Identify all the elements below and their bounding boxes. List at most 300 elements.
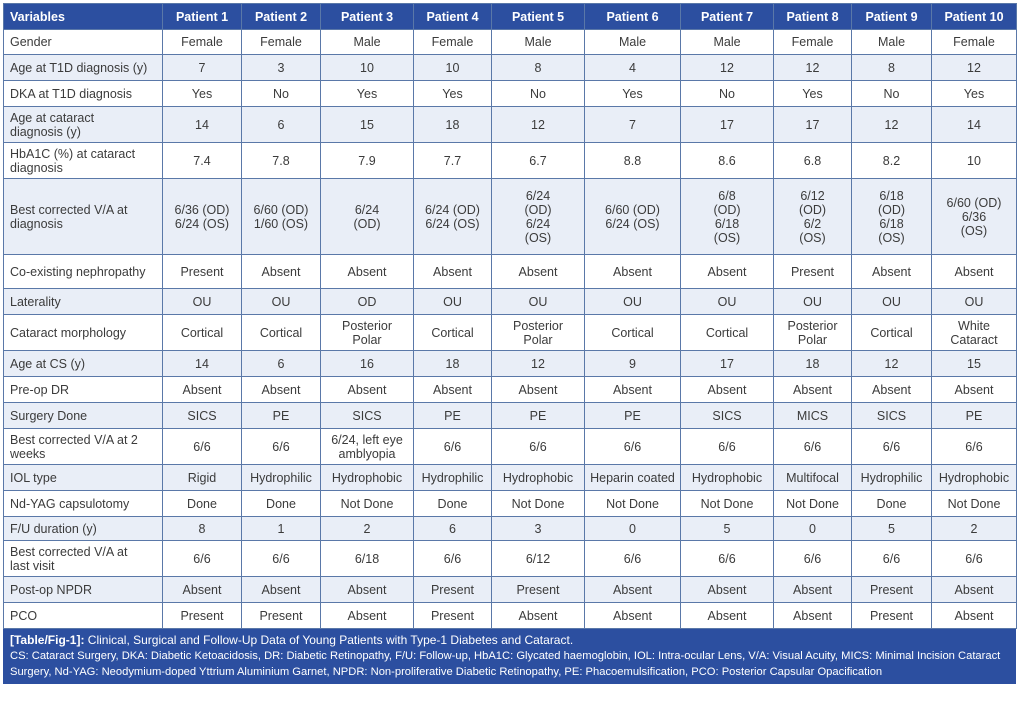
table-cell: [852, 179, 932, 255]
table-cell: [585, 429, 681, 465]
cell-text-line: Absent: [613, 608, 652, 623]
cell-text-line: Cortical: [870, 325, 913, 340]
table-row: [4, 81, 1017, 107]
cell-text-line: Absent: [518, 264, 558, 279]
cell-text-line: OU: [717, 294, 737, 309]
table-cell: [414, 465, 492, 491]
cell-text-line: (OS): [713, 230, 741, 245]
cell-text-line: 6/6: [718, 439, 736, 454]
cell-text-line: 6/6: [803, 551, 822, 566]
cell-text-line: 7.8: [272, 153, 290, 168]
cell-text-line: Done: [437, 496, 468, 511]
cell-text-line: Heparin coated: [590, 470, 675, 485]
row-label: [4, 465, 163, 491]
cell-text-line: PE: [272, 408, 290, 423]
cell-text-line: Absent: [954, 382, 994, 397]
table-cell: [414, 517, 492, 541]
table-cell: [242, 315, 321, 351]
table-row: [4, 377, 1017, 403]
cell-text-line: 6.8: [803, 153, 822, 168]
cell-text-line: Absent: [707, 582, 747, 597]
cell-text-line: 12: [531, 117, 545, 132]
cell-text-line: diagnosis: [10, 216, 63, 231]
cell-text-line: diagnosis (y): [10, 124, 81, 139]
table-cell: [242, 143, 321, 179]
cell-text-line: 6/12: [525, 551, 551, 566]
cell-text-line: Male: [618, 35, 647, 49]
table-row: [4, 255, 1017, 289]
table-cell: [163, 517, 242, 541]
table-cell: [681, 403, 774, 429]
cell-text-line: 8: [198, 521, 206, 536]
table-cell: [163, 465, 242, 491]
table-cell: [321, 491, 414, 517]
table-cell: [932, 315, 1017, 351]
table-cell: [242, 107, 321, 143]
cell-text-line: 6.7: [529, 153, 547, 168]
cell-text-line: Pre-op DR: [10, 382, 70, 397]
table-cell: [492, 81, 585, 107]
cell-text-line: Best corrected V/A at 2: [10, 432, 138, 447]
cell-text-line: OU: [192, 294, 212, 309]
cell-text-line: Absent: [707, 264, 747, 279]
cell-text-line: diagnosis: [10, 160, 63, 175]
row-label: [4, 541, 163, 577]
cell-text-line: 10: [967, 153, 981, 168]
cell-text-line: 8.6: [718, 153, 736, 168]
table-cell: [852, 143, 932, 179]
cell-text-line: 15: [360, 117, 374, 132]
table-cell: [242, 491, 321, 517]
table-cell: [774, 541, 852, 577]
row-label: [4, 517, 163, 541]
table-cell: [321, 315, 414, 351]
table-row: [4, 179, 1017, 255]
table-cell: [321, 81, 414, 107]
cell-text-line: 6/6: [443, 551, 462, 566]
table-row: [4, 403, 1017, 429]
cell-text-line: amblyopia: [338, 446, 396, 461]
table-row: [4, 603, 1017, 629]
cell-text-line: 4: [629, 60, 636, 75]
cell-text-line: PE: [529, 408, 547, 423]
cell-text-line: Surgery Done: [10, 408, 88, 423]
table-cell: [932, 603, 1017, 629]
cell-text-line: Absent: [793, 608, 832, 623]
cell-text-line: No: [883, 86, 900, 101]
table-cell: [932, 107, 1017, 143]
table-cell: [414, 351, 492, 377]
table-cell: [774, 377, 852, 403]
cell-text-line: Post-op NPDR: [10, 582, 92, 597]
cell-text-line: 6/6: [443, 439, 462, 454]
table-cell: [852, 30, 932, 55]
cell-text-line: 6/60 (OD): [605, 202, 660, 217]
cell-text-line: 6/6: [529, 439, 547, 454]
table-cell: [585, 55, 681, 81]
cell-text-line: 7.7: [443, 153, 462, 168]
cell-text-line: Not Done: [786, 496, 839, 511]
cell-text-line: PE: [965, 408, 983, 423]
table-cell: [414, 429, 492, 465]
cell-text-line: 6/6: [623, 551, 642, 566]
cell-text-line: 8: [888, 60, 895, 75]
table-cell: [414, 377, 492, 403]
table-cell: [932, 55, 1017, 81]
cell-text-line: Not Done: [700, 496, 754, 511]
table-row: [4, 465, 1017, 491]
table-cell: [414, 541, 492, 577]
cell-text-line: Done: [187, 496, 217, 511]
table-cell: [681, 351, 774, 377]
table-cell: [492, 55, 585, 81]
table-cell: [321, 517, 414, 541]
table-cell: [932, 403, 1017, 429]
row-label: [4, 81, 163, 107]
cell-text-line: Absent: [954, 264, 994, 279]
row-label: [4, 491, 163, 517]
table-cell: [852, 315, 932, 351]
table-cell: [242, 541, 321, 577]
cell-text-line: OU: [271, 294, 291, 309]
cell-text-line: Absent: [347, 582, 387, 597]
cell-text-line: 3: [534, 521, 542, 536]
table-cell: [852, 107, 932, 143]
cell-text-line: Absent: [182, 382, 222, 397]
table-cell: [492, 315, 585, 351]
cell-text-line: 8.8: [623, 153, 642, 168]
table-cell: [681, 465, 774, 491]
table-cell: [163, 143, 242, 179]
table-cell: [932, 465, 1017, 491]
cell-text-line: Gender: [10, 35, 52, 49]
cell-text-line: 6/60 (OD): [253, 202, 309, 217]
cell-text-line: Hydrophobic: [691, 470, 763, 485]
table-cell: [163, 491, 242, 517]
cell-text-line: 6/24: [525, 216, 551, 231]
cell-text-line: Absent: [954, 608, 994, 623]
cell-text-line: 10: [360, 60, 374, 75]
cell-text-line: OU: [528, 294, 548, 309]
table-row: [4, 30, 1017, 55]
table-cell: [414, 403, 492, 429]
cell-text-line: Absent: [613, 582, 652, 597]
table-cell: [163, 55, 242, 81]
table-cell: [492, 377, 585, 403]
table-cell: [163, 377, 242, 403]
cell-text-line: Best corrected V/A at: [10, 544, 128, 559]
cell-text-line: 5: [888, 521, 895, 536]
cell-text-line: Male: [353, 35, 381, 49]
cell-text-line: 18: [445, 356, 460, 371]
table-cell: [585, 351, 681, 377]
table-cell: [852, 289, 932, 315]
cell-text-line: Yes: [356, 86, 378, 101]
table-cell: [414, 289, 492, 315]
cell-text-line: 14: [195, 356, 209, 371]
table-cell: [774, 81, 852, 107]
table-cell: [242, 577, 321, 603]
cell-text-line: 6/18: [354, 551, 380, 566]
cell-text-line: 3: [277, 60, 285, 75]
table-cell: [585, 541, 681, 577]
table-cell: [242, 351, 321, 377]
cell-text-line: Present: [869, 582, 914, 597]
cell-text-line: 6/6: [623, 439, 642, 454]
table-cell: [774, 403, 852, 429]
table-cell: [932, 179, 1017, 255]
cell-text-line: last visit: [10, 558, 55, 573]
table-cell: [163, 403, 242, 429]
column-header-patient-6: Patient 6: [585, 4, 681, 30]
cell-text-line: Cortical: [611, 325, 654, 340]
table-cell: [414, 577, 492, 603]
cell-text-line: 6/24 (OS): [425, 216, 480, 231]
cell-text-line: Male: [713, 35, 741, 49]
table-cell: [492, 403, 585, 429]
table-cell: [242, 465, 321, 491]
table-row: [4, 491, 1017, 517]
table-cell: [585, 255, 681, 289]
column-header-patient-10: Patient 10: [932, 4, 1017, 30]
cell-text-line: (OD): [713, 202, 741, 217]
cell-text-line: 7.9: [358, 153, 376, 168]
cell-text-line: 6/6: [193, 551, 211, 566]
table-cell: [585, 81, 681, 107]
table-cell: [414, 315, 492, 351]
table-cell: [774, 351, 852, 377]
table-cell: [163, 107, 242, 143]
table-cell: [321, 255, 414, 289]
cell-text-line: Absent: [707, 608, 747, 623]
cell-text-line: 6/12: [800, 188, 825, 203]
cell-text-line: IOL type: [10, 470, 57, 485]
table-cell: [774, 429, 852, 465]
cell-text-line: Yes: [191, 86, 213, 101]
cell-text-line: 6/6: [882, 439, 901, 454]
table-cell: [932, 377, 1017, 403]
cell-text-line: Female: [791, 35, 834, 49]
cell-text-line: Female: [953, 35, 995, 49]
cell-text-line: No: [273, 86, 289, 101]
table-cell: [681, 577, 774, 603]
cell-text-line: 6/24 (OD): [425, 202, 480, 217]
row-label: [4, 143, 163, 179]
cell-text-line: 16: [360, 356, 374, 371]
cell-text-line: (OS): [524, 230, 552, 245]
cell-text-line: 6/36 (OD): [174, 202, 230, 217]
table-cell: [414, 143, 492, 179]
table-cell: [492, 351, 585, 377]
row-label: [4, 30, 163, 55]
cell-text-line: Female: [260, 35, 302, 49]
cell-text-line: SICS: [352, 408, 382, 423]
table-cell: [774, 465, 852, 491]
table-cell: [585, 107, 681, 143]
row-label: [4, 315, 163, 351]
cell-text-line: 5: [723, 521, 731, 536]
cell-text-line: Hydrophilic: [250, 470, 312, 485]
cell-text-line: Cortical: [705, 325, 749, 340]
cell-text-line: PE: [624, 408, 641, 423]
table-cell: [321, 403, 414, 429]
cell-text-line: 6/18: [879, 188, 904, 203]
cell-text-line: (OS): [960, 223, 988, 238]
cell-text-line: Cortical: [180, 325, 224, 340]
cell-text-line: Yes: [963, 86, 985, 101]
cell-text-line: Absent: [261, 382, 301, 397]
cell-text-line: 6: [277, 356, 285, 371]
cell-text-line: Absent: [613, 264, 652, 279]
cell-text-line: OU: [803, 294, 822, 309]
cell-text-line: Absent: [518, 608, 558, 623]
cell-text-line: OD: [357, 294, 377, 309]
table-cell: [492, 107, 585, 143]
table-cell: [321, 603, 414, 629]
cell-text-line: 2: [970, 521, 978, 536]
table-header-row: [4, 4, 1017, 30]
cell-text-line: Male: [524, 35, 552, 49]
cell-text-line: White: [958, 318, 990, 333]
cell-text-line: Posterior: [787, 318, 838, 333]
cell-text-line: Polar: [797, 332, 828, 347]
table-cell: [932, 491, 1017, 517]
cell-text-line: MICS: [796, 408, 829, 423]
table-cell: [321, 55, 414, 81]
table-cell: [681, 541, 774, 577]
table-row: [4, 541, 1017, 577]
table-cell: [585, 143, 681, 179]
table-cell: [242, 81, 321, 107]
table-cell: [585, 577, 681, 603]
cell-text-line: OU: [623, 294, 642, 309]
cell-text-line: 0: [629, 521, 636, 536]
table-cell: [321, 179, 414, 255]
cell-text-line: Present: [869, 608, 914, 623]
table-cell: [242, 517, 321, 541]
table-cell: [163, 289, 242, 315]
column-header-patient-2: Patient 2: [242, 4, 321, 30]
table-cell: [414, 55, 492, 81]
table-cell: [163, 30, 242, 55]
cell-text-line: 12: [720, 60, 734, 75]
table-cell: [932, 351, 1017, 377]
cell-text-line: SICS: [712, 408, 742, 423]
cell-text-line: Absent: [872, 264, 911, 279]
cell-text-line: Absent: [347, 264, 387, 279]
table-cell: [242, 179, 321, 255]
cell-text-line: 6/60 (OD): [946, 195, 1002, 210]
cell-text-line: 6/24, left eye: [331, 432, 403, 447]
table-cell: [681, 81, 774, 107]
cell-text-line: 6/6: [272, 551, 290, 566]
cell-text-line: 1/60 (OS): [253, 216, 309, 231]
cell-text-line: 0: [809, 521, 816, 536]
table-cell: [932, 429, 1017, 465]
cell-text-line: 6: [277, 117, 285, 132]
table-cell: [242, 255, 321, 289]
table-cell: [163, 577, 242, 603]
cell-text-line: 6/24 (OS): [174, 216, 230, 231]
cell-text-line: 17: [720, 117, 734, 132]
cell-text-line: Present: [516, 582, 560, 597]
table-cell: [932, 143, 1017, 179]
cell-text-line: 6/6: [965, 551, 983, 566]
caption-tag: [Table/Fig-1]:: [10, 633, 85, 647]
table-row: [4, 55, 1017, 81]
table-cell: [852, 517, 932, 541]
table-cell: [681, 143, 774, 179]
table-cell: [321, 107, 414, 143]
cell-text-line: Absent: [433, 264, 472, 279]
table-cell: [242, 55, 321, 81]
cell-text-line: Present: [790, 264, 835, 279]
table-cell: [774, 30, 852, 55]
table-cell: [852, 255, 932, 289]
column-header-patient-5: Patient 5: [492, 4, 585, 30]
caption-abbreviations: CS: Cataract Surgery, DKA: Diabetic Ketoacidosis, DR: Diabetic Retinopathy, F/U: Follow-up, HbA1C: Glycated haemoglobin, IOL: Intra-ocular Lens, V/A: Visual Acuity, MICS: Minimal Incision Cataract Surgery, Nd-YAG: Neodymium-doped Yttrium Aluminium Garnet, NPDR: Non-proliferative Diabetic Retinopathy, PE: Phacoemulsification, PCO: Posterior Capsular Opacification: [10, 650, 1001, 678]
table-cell: [585, 517, 681, 541]
table-cell: [414, 255, 492, 289]
row-label: [4, 55, 163, 81]
table-cell: [585, 30, 681, 55]
table-cell: [492, 491, 585, 517]
table-cell: [414, 30, 492, 55]
table-cell: [774, 289, 852, 315]
table-cell: [414, 491, 492, 517]
table-cell: [585, 465, 681, 491]
table-cell: [681, 315, 774, 351]
table-cell: [242, 289, 321, 315]
cell-text-line: Absent: [954, 582, 994, 597]
table-cell: [774, 107, 852, 143]
column-header-patient-9: Patient 9: [852, 4, 932, 30]
cell-text-line: 18: [805, 356, 820, 371]
cell-text-line: 14: [195, 117, 209, 132]
table-cell: [852, 465, 932, 491]
table-cell: [321, 465, 414, 491]
column-header-patient-7: Patient 7: [681, 4, 774, 30]
table-cell: [585, 491, 681, 517]
cell-text-line: Yes: [622, 86, 643, 101]
cell-text-line: Female: [431, 35, 474, 49]
cell-text-line: Cortical: [431, 325, 474, 340]
cell-text-line: (OS): [799, 230, 826, 245]
cell-text-line: Posterior: [512, 318, 564, 333]
cell-text-line: Not Done: [606, 496, 659, 511]
row-label: [4, 255, 163, 289]
cell-text-line: Present: [430, 582, 475, 597]
cell-text-line: Polar: [352, 332, 382, 347]
cell-text-line: 7.4: [193, 153, 211, 168]
table-row: [4, 143, 1017, 179]
table-cell: [321, 541, 414, 577]
cell-text-line: (OD): [798, 202, 827, 217]
cell-text-line: Hydrophobic: [938, 470, 1010, 485]
cell-text-line: Hydrophilic: [860, 470, 923, 485]
row-label: [4, 377, 163, 403]
table-cell: [774, 55, 852, 81]
row-label: [4, 107, 163, 143]
table-row: [4, 107, 1017, 143]
cell-text-line: 1: [277, 521, 285, 536]
table-cell: [492, 143, 585, 179]
table-cell: [492, 255, 585, 289]
table-cell: [774, 577, 852, 603]
table-cell: [163, 315, 242, 351]
table-cell: [163, 179, 242, 255]
cell-text-line: Yes: [442, 86, 463, 101]
